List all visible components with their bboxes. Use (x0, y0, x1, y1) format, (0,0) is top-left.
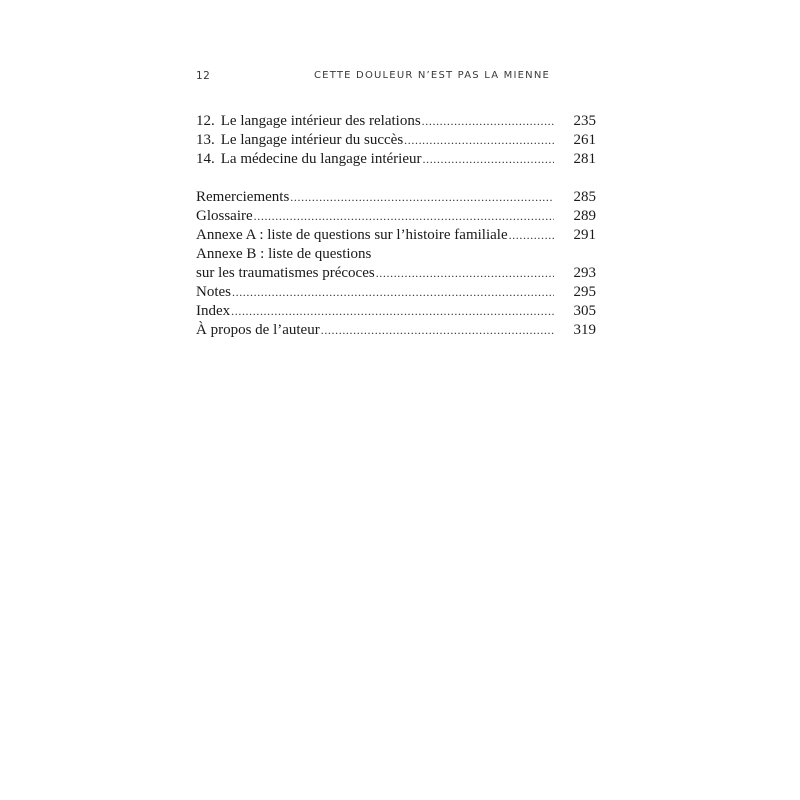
toc-entry-chapter-13 (196, 131, 596, 150)
chapter-title: Le langage intérieur des relations (220, 113, 421, 129)
toc-entry-title (196, 150, 422, 169)
toc-entry-a-propos (196, 321, 596, 340)
chapter-number: 12. (196, 113, 215, 129)
chapter-number: 13. (196, 132, 215, 148)
toc-entry-title: Index (196, 303, 231, 319)
leader-dots (509, 226, 554, 245)
leader-dots (232, 283, 554, 302)
book-title: CETTE DOULEUR N’EST PAS LA MIENNE (314, 70, 551, 81)
toc-entry-glossaire (196, 207, 596, 226)
toc-entry-title: Annexe B : liste de questions (196, 246, 372, 262)
leader-dots (321, 321, 554, 340)
toc-entry-title (196, 131, 403, 150)
chapter-number: 14. (196, 151, 215, 167)
toc-page-number: 285 (573, 189, 596, 205)
toc-entry-chapter-12 (196, 112, 596, 131)
toc-chapters (196, 112, 596, 169)
toc-entry-title (196, 112, 421, 131)
toc-entry-title: À propos de l’auteur (196, 322, 320, 338)
toc-page-number: 291 (573, 227, 596, 243)
toc-entry-index (196, 302, 596, 321)
leader-dots (422, 112, 554, 131)
page-number: 12 (196, 70, 211, 82)
toc-page-number: 261 (573, 132, 596, 148)
leader-dots (423, 150, 555, 169)
running-head (196, 70, 596, 84)
chapter-title: La médecine du langage intérieur (220, 151, 422, 167)
toc-entry-annexe-a (196, 226, 596, 245)
toc-entry-title: Annexe A : liste de questions sur l’histoire familiale (196, 227, 508, 243)
leader-dots (290, 188, 554, 207)
toc-entry-remerciements (196, 188, 596, 207)
toc-page-number: 305 (573, 303, 596, 319)
toc-entry-annexe-b-line-2 (196, 264, 596, 283)
toc-entry-title: sur les traumatismes précoces (196, 265, 375, 281)
toc-page-number: 281 (573, 151, 596, 167)
chapter-title: Le langage intérieur du succès (220, 132, 404, 148)
toc-entry-title: Notes (196, 284, 231, 300)
toc-entry-annexe-b-line-1 (196, 245, 596, 264)
toc-page-number: 293 (573, 265, 596, 281)
leader-dots (231, 302, 554, 321)
leader-dots (254, 207, 554, 226)
toc-entry-notes (196, 283, 596, 302)
toc-back-matter (196, 188, 596, 340)
toc-page-number: 319 (573, 322, 596, 338)
toc-page-number: 289 (573, 208, 596, 224)
toc-entry-title: Remerciements (196, 189, 290, 205)
toc-page-number: 235 (573, 113, 596, 129)
leader-dots (376, 264, 554, 283)
leader-dots (404, 131, 554, 150)
toc-entry-title: Glossaire (196, 208, 253, 224)
toc-page-number: 295 (573, 284, 596, 300)
toc-entry-chapter-14 (196, 150, 596, 169)
